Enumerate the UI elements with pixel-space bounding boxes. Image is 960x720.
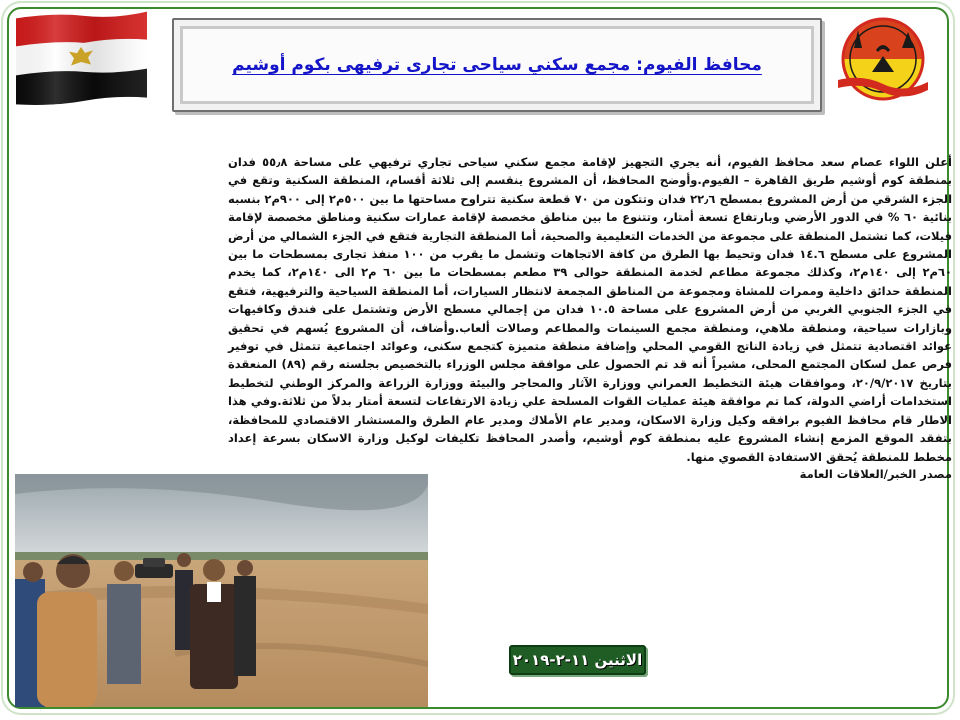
headline: محافظ الفيوم: مجمع سكني سياحى تجارى ترفيهى بكوم أوشيم: [232, 55, 762, 75]
date-badge: [509, 645, 646, 675]
egypt-flag-icon: [14, 7, 149, 106]
article-source: مصدر الخبر/العلاقات العامة: [799, 467, 952, 481]
site-visit-photo: [15, 474, 428, 707]
headline-box: [172, 18, 822, 112]
article-body: أعلن اللواء عصام سعد محافظ الفيوم، أنه يجري التجهيز لإقامة مجمع سكني سياحى تجاري ترفيهي على مساحة ٥٥٫٨ فدان بمنطقة كوم أوشيم طريق القاهرة – الفيوم.وأوضح المحافظ، أن المشروع ينقسم إلى ثلاثة أقسام، المنطقة السكنية وتقع في الجزء الشرقي من أرض المشروع بمسطح ٢٢٫٦ فدان وتتكون من ٧٠ قطعة سكنية تتراوح مساحتها ما بين ٥٠٠م٢ إلى ٩٠٠م٢ بنسبه بنائية ٦٠ % في الدور الأرضي وبارتفاع تسعة أمتار، وتتنوع ما بين مناطق مخصصة لإقامة عمارات سكنية ومناطق مخصصة لإقامة فيلات، كما تشتمل المنطقة على مجموعة من الخدمات التعليمية والصحية، أما المنطقة التجارية فتقع في الجزء الشمالي من أرض المشروع على مسطح ١٤.٦ فدان وتحيط بها الطرق من كافة الاتجاهات وتشمل ما يقرب من ١٠٠ منفذ تجارى بمسطحات ما بين ٦٠م٢ إلى ١٤٠م٢، وكذلك مجموعة مطاعم لخدمة المنطقة حوالى ٣٩ مطعم بمسطحات ما بين ٦٠ م٢ الى ١٤٠م٢، كما يخدم المنطقة حدائق داخلية وممرات للمشاة ومجموعة من المناطق المجمعة لانتظار السيارات، أما المنطقة السياحية والترفيهية، فتقع في الجزء الجنوبي الغربي من أرض المشروع على مساحة ١٠.٥ فدان من إجمالي مسطح الأرض وتشتمل على فندق وكافيهات وبازارات سياحية، ومنطقة ملاهي، ومنطقة مجمع السينمات والمطاعم وصالات ألعاب.وأضاف، أن المشروع يُسهم في تحقيق عوائد اقتصادية تتمثل في زيادة الناتج القومي المحلي وإضافة منطقة متميزة كتجمع سكنى، وعوائد اجتماعية تتمثل في توفير فرص عمل لسكان المجتمع المحلى، مشيراً أنه قد تم الحصول على موافقة مجلس الوزراء بالتخصيص بجلسته رقم (٨٩) المنعقدة بتاريخ ٢٠/٩/٢٠١٧، وموافقات هيئة التخطيط العمراني ووزارة الآثار والمحاجر والبيئة ووزارة الزراعة والمركز الوطني لتخطيط استخدامات أراضي الدولة، كما تم موافقة هيئة عمليات القوات المسلحة علي زيادة الارتفاعات لتسعة أمتار بدلاً من ثلاثة.وفي هذا الاطار قام محافظ الفيوم برافقه وكيل وزارة الاسكان، ومدير عام الأملاك ومدير عام الطرق والمستشار الاقتصادي للمحافظة، بتفقد الموقع المزمع إنشاء المشروع عليه بمنطقة كوم أوشيم، وأصدر المحافظ تكليفات لوكيل وزارة الاسكان بسرعة إعداد مخطط للمنطقة يُحقق الاستفادة القصوي منها.: [228, 155, 953, 464]
headline-inner-frame: [180, 26, 814, 104]
fayoum-governorate-logo: [832, 10, 934, 108]
date-text: الاثنين ١١-٢-٢٠١٩: [512, 651, 643, 669]
